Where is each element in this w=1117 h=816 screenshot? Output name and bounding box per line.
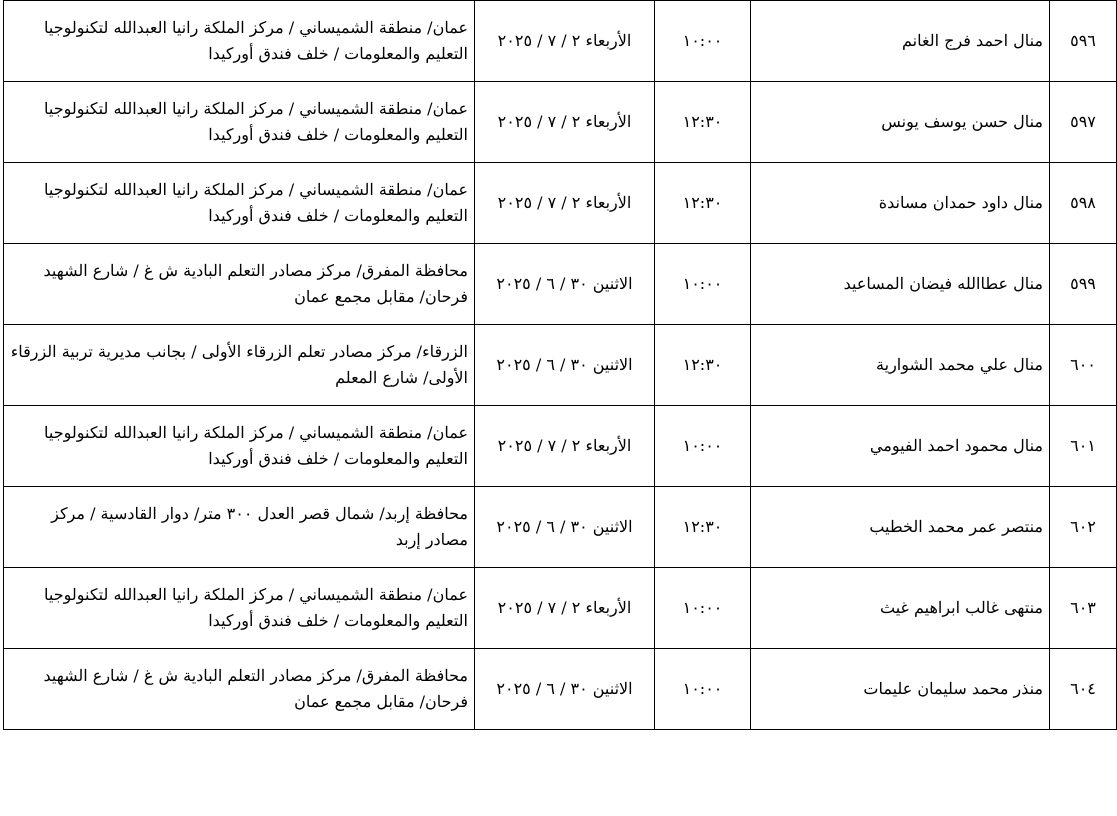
- applicant-name: منال داود حمدان مساندة: [751, 163, 1050, 244]
- exam-location: محافظة المفرق/ مركز مصادر التعلم البادية ش غ / شارع الشهيد فرحان/ مقابل مجمع عمان: [4, 244, 475, 325]
- applicant-name: منال حسن يوسف يونس: [751, 82, 1050, 163]
- row-number: ٦٠٤: [1050, 649, 1117, 730]
- table-row: [4, 487, 1117, 568]
- exam-date: الاثنين ٣٠ / ٦ / ٢٠٢٥: [475, 244, 655, 325]
- applicant-name: منال علي محمد الشوارية: [751, 325, 1050, 406]
- exam-location: الزرقاء/ مركز مصادر تعلم الزرقاء الأولى / بجانب مديرية تربية الزرقاء الأولى/ شارع المعلم: [4, 325, 475, 406]
- exam-location: عمان/ منطقة الشميساني / مركز الملكة رانيا العبدالله لتكنولوجيا التعليم والمعلومات / خلف فندق أوركيدا: [4, 1, 475, 82]
- exam-schedule-table: [3, 0, 1117, 730]
- exam-location: محافظة المفرق/ مركز مصادر التعلم البادية ش غ / شارع الشهيد فرحان/ مقابل مجمع عمان: [4, 649, 475, 730]
- row-number: ٦٠١: [1050, 406, 1117, 487]
- exam-time: ١٠:٠٠: [655, 406, 751, 487]
- exam-time: ١٢:٣٠: [655, 163, 751, 244]
- applicant-name: منتهى غالب ابراهيم غيث: [751, 568, 1050, 649]
- table-row: [4, 1, 1117, 82]
- row-number: ٦٠٠: [1050, 325, 1117, 406]
- exam-date: الأربعاء ٢ / ٧ / ٢٠٢٥: [475, 406, 655, 487]
- table-row: [4, 568, 1117, 649]
- exam-time: ١٠:٠٠: [655, 1, 751, 82]
- schedule-body: [4, 1, 1117, 730]
- table-row: [4, 82, 1117, 163]
- exam-date: الأربعاء ٢ / ٧ / ٢٠٢٥: [475, 1, 655, 82]
- row-number: ٥٩٨: [1050, 163, 1117, 244]
- exam-time: ١٢:٣٠: [655, 487, 751, 568]
- exam-time: ١٠:٠٠: [655, 649, 751, 730]
- table-row: [4, 244, 1117, 325]
- applicant-name: منذر محمد سليمان عليمات: [751, 649, 1050, 730]
- exam-time: ١٢:٣٠: [655, 82, 751, 163]
- applicant-name: منال عطاالله فيضان المساعيد: [751, 244, 1050, 325]
- applicant-name: منال احمد فرج الغانم: [751, 1, 1050, 82]
- exam-time: ١٠:٠٠: [655, 244, 751, 325]
- table-row: [4, 406, 1117, 487]
- table-row: [4, 649, 1117, 730]
- exam-location: عمان/ منطقة الشميساني / مركز الملكة رانيا العبدالله لتكنولوجيا التعليم والمعلومات / خلف فندق أوركيدا: [4, 406, 475, 487]
- applicant-name: منتصر عمر محمد الخطيب: [751, 487, 1050, 568]
- exam-location: محافظة إربد/ شمال قصر العدل ٣٠٠ متر/ دوار القادسية / مركز مصادر إربد: [4, 487, 475, 568]
- applicant-name: منال محمود احمد الفيومي: [751, 406, 1050, 487]
- exam-time: ١٢:٣٠: [655, 325, 751, 406]
- row-number: ٥٩٧: [1050, 82, 1117, 163]
- exam-date: الاثنين ٣٠ / ٦ / ٢٠٢٥: [475, 325, 655, 406]
- row-number: ٥٩٦: [1050, 1, 1117, 82]
- exam-location: عمان/ منطقة الشميساني / مركز الملكة رانيا العبدالله لتكنولوجيا التعليم والمعلومات / خلف فندق أوركيدا: [4, 568, 475, 649]
- exam-location: عمان/ منطقة الشميساني / مركز الملكة رانيا العبدالله لتكنولوجيا التعليم والمعلومات / خلف فندق أوركيدا: [4, 163, 475, 244]
- exam-date: الأربعاء ٢ / ٧ / ٢٠٢٥: [475, 163, 655, 244]
- table-row: [4, 325, 1117, 406]
- exam-date: الأربعاء ٢ / ٧ / ٢٠٢٥: [475, 568, 655, 649]
- row-number: ٦٠٣: [1050, 568, 1117, 649]
- exam-date: الاثنين ٣٠ / ٦ / ٢٠٢٥: [475, 649, 655, 730]
- exam-date: الأربعاء ٢ / ٧ / ٢٠٢٥: [475, 82, 655, 163]
- row-number: ٥٩٩: [1050, 244, 1117, 325]
- table-row: [4, 163, 1117, 244]
- exam-time: ١٠:٠٠: [655, 568, 751, 649]
- exam-location: عمان/ منطقة الشميساني / مركز الملكة رانيا العبدالله لتكنولوجيا التعليم والمعلومات / خلف فندق أوركيدا: [4, 82, 475, 163]
- row-number: ٦٠٢: [1050, 487, 1117, 568]
- exam-date: الاثنين ٣٠ / ٦ / ٢٠٢٥: [475, 487, 655, 568]
